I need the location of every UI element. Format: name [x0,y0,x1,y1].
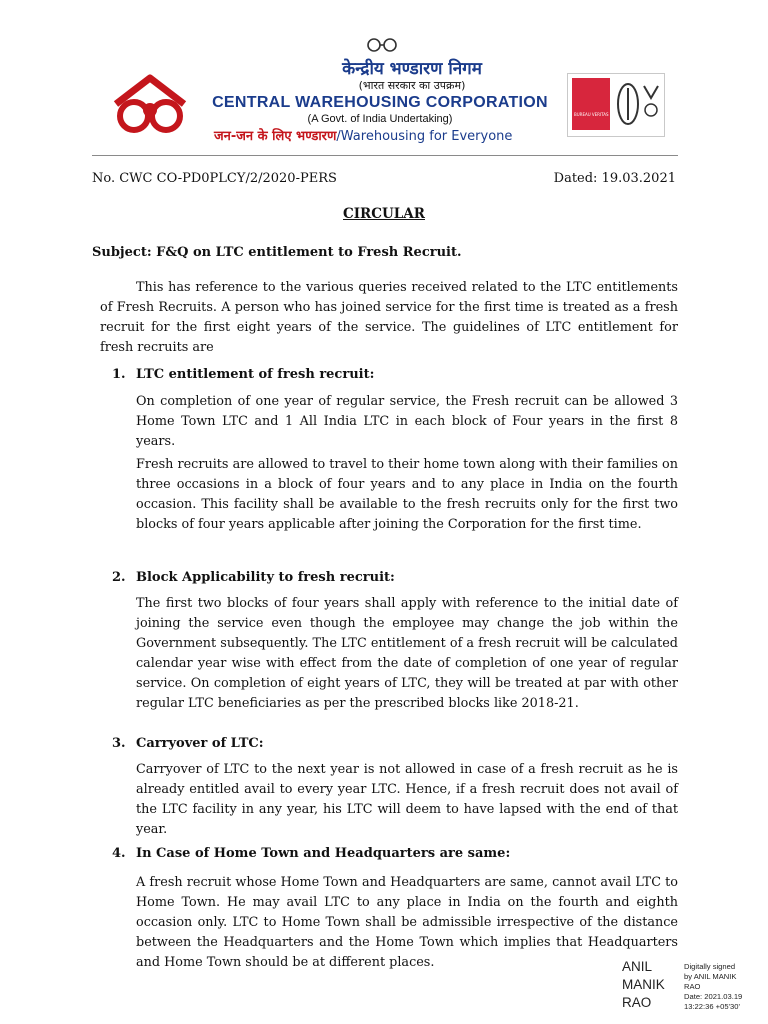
signature-meta-line: by ANIL MANIK [684,972,737,981]
cwc-logo [112,74,188,138]
header-divider [92,155,678,156]
section-title: LTC entitlement of fresh recruit: [136,367,375,382]
org-name-hindi: केन्द्रीय भण्डारण निगम [342,59,482,79]
section-number: 1. [112,367,126,382]
certification-label: BUREAU VERITAS Certification [574,112,635,117]
signature-meta-line: Date: 2021.03.19 [684,992,743,1001]
section-paragraph: A fresh recruit whose Home Town and Headquarters are same, cannot avail LTC to Home Town. He may avail LTC to any place in India on the fourth and eighth occasion only. LTC to Home Town shall be admissible irrespective of the distance between the Headquarters and the Home Town which implies that Headquarters and Home Town should be at different places. [136,875,678,970]
signatory-name-line: ANIL [622,959,653,974]
org-govt-label: (A Govt. of India Undertaking) [307,113,453,125]
section-heading [112,570,395,585]
certification-badge [567,73,665,137]
org-name-english: CENTRAL WAREHOUSING CORPORATION [212,94,548,111]
intro-paragraph: This has reference to the various queries received related to the LTC entitlements of Fresh Recruits. A person who has joined service for the first time is treated as a fresh recruit for the first eight years of the service. The guidelines of LTC entitlement for fresh recruits are [100,280,678,355]
section-number: 3. [112,736,126,751]
circular-date: Dated: 19.03.2021 [553,171,676,186]
tagline [214,126,574,144]
section-number: 2. [112,570,126,585]
page-title: CIRCULAR [343,206,425,222]
section-heading [112,846,510,861]
section-paragraph: On completion of one year of regular service, the Fresh recruit can be allowed 3 Home Town LTC and 1 All India LTC in each block of Four years in the first 8 years. [136,394,678,449]
subject-line: Subject: F&Q on LTC entitlement to Fresh Recruit. [92,245,462,260]
signature-meta-line: RAO [684,982,701,991]
bureau-veritas-seal [572,78,635,130]
tagline-hindi: जन-जन के लिए भण्डारण [214,129,337,144]
reference-number: No. CWC CO-PD0PLCY/2/2020-PERS [92,171,337,186]
digital-signature-details [684,962,768,1012]
signature-meta-line: Digitally signed [684,962,736,971]
section-heading [112,736,264,751]
signatory-name-line: MANIK [622,977,665,992]
section-title: Carryover of LTC: [136,736,264,751]
signature-meta-line: 13:22:36 +05'30' [684,1002,740,1011]
tagline-english: /Warehousing for Everyone [336,129,513,144]
section-paragraph: Fresh recruits are allowed to travel to their home town along with their families on three occasions in a block of four years and to any place in India on the fourth occasion. This facility shall be available to the fresh recruits only for the first two blocks of four years applicable after joining the Corporation for the first time. [136,457,678,532]
section-title: In Case of Home Town and Headquarters are same: [136,846,511,861]
section-paragraph: The first two blocks of four years shall apply with reference to the initial date of joining the service even though the employee may change the job within the Government subsequently. The LTC entitlement of a fresh recruit will be calculated calendar year wise with effect from the date of completion of one year of regular service. On completion of eight years of LTC, they will be treated at par with other regular LTC beneficiaries as per the prescribed blocks like 2018-21. [136,596,678,711]
signatory-name [622,958,682,1012]
signatory-name-line: RAO [622,995,652,1010]
section-heading [112,367,374,382]
section-paragraph: Carryover of LTC to the next year is not allowed in case of a fresh recruit as he is already entitled avail to every year LTC. Hence, if a fresh recruit does not avail of the LTC facility in any year, his LTC will deem to have lapsed with the end of that year. [136,762,678,837]
ukas-mark-icon [642,84,660,124]
section-title: Block Applicability to fresh recruit: [136,570,395,585]
org-subtitle-hindi: (भारत सरकार का उपक्रम) [358,79,466,92]
swachh-bharat-glasses-icon [362,36,402,52]
section-number: 4. [112,846,126,861]
bureau-veritas-emblem-icon [616,82,640,126]
